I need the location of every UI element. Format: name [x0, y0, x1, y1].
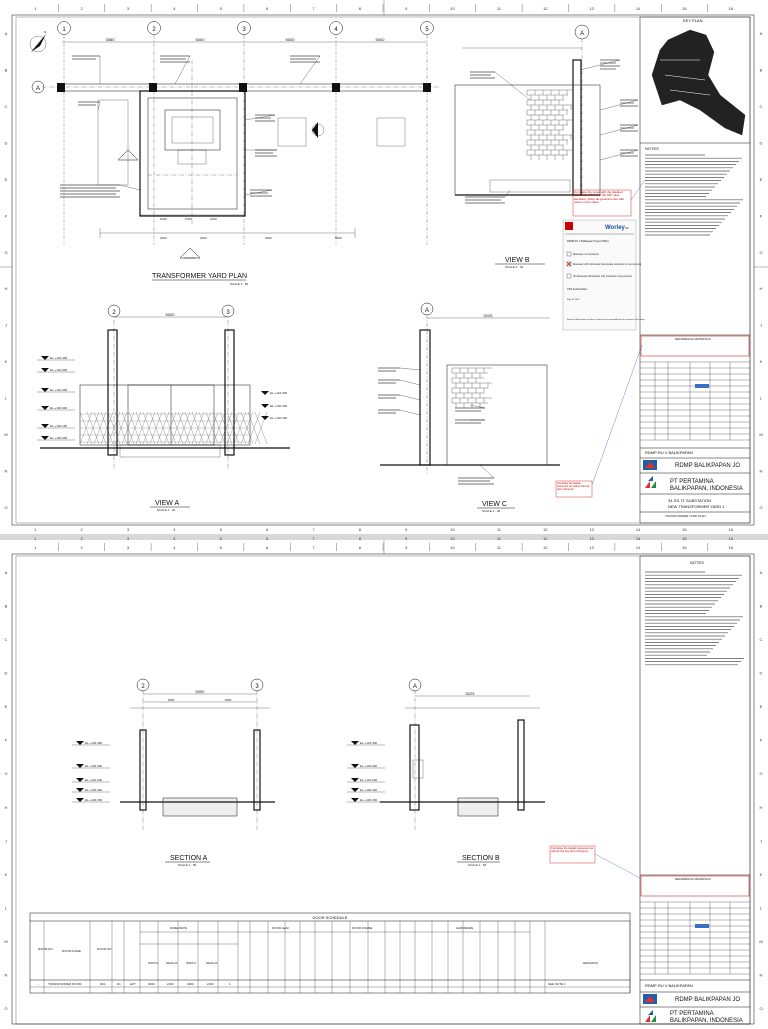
section-marker-icon — [312, 122, 324, 138]
grid-number: 1 — [34, 6, 37, 11]
grid-letter: E — [4, 704, 8, 710]
red-markup-note: Complete the notes with the detailed information, Refer to the KEY plan elevation, Refer all general notes with notes on the sheet — [573, 180, 645, 216]
revision-table — [640, 902, 750, 974]
elevation-label: EL.+101.000 — [360, 778, 378, 782]
door-col-header: ROOM NO. — [38, 947, 54, 951]
door-col-header: REMARKS — [583, 961, 598, 965]
section-dimension: 5000 — [195, 689, 205, 694]
view-marker-icon — [118, 150, 200, 258]
grid-number: 15 — [682, 527, 687, 532]
door-cell: SEE NOTE 1 — [548, 982, 566, 986]
grid-letter: K — [4, 359, 8, 365]
grid-letter: C — [759, 636, 763, 642]
owner-logo — [645, 1010, 656, 1022]
grid-number: 9 — [405, 6, 408, 11]
grid-number: 14 — [635, 545, 641, 550]
door-schedule-table — [30, 913, 630, 993]
plan-title: TRANSFORMER YARD PLAN — [152, 273, 248, 280]
grid-number: 8 — [358, 536, 361, 541]
section-b — [347, 679, 545, 867]
door-group-header: DIMENSION — [170, 926, 188, 930]
grid-letter: N — [759, 468, 763, 474]
axis-bubble: 1 — [62, 27, 66, 33]
plan-dimension: 5000 — [285, 37, 295, 42]
grid-number: 9 — [405, 536, 408, 541]
owner-logo — [645, 476, 656, 488]
grid-letter: C — [759, 104, 763, 110]
axis-bubble: 3 — [242, 27, 246, 33]
grid-number: 5 — [219, 545, 222, 550]
grid-number: 13 — [589, 6, 594, 11]
door-cell: - — [38, 982, 39, 986]
key-plan-label: KEY PLAN — [683, 18, 703, 23]
grid-number: 3 — [126, 545, 130, 550]
grid-letter: L — [759, 905, 763, 911]
view-c-dimension: 5225 — [483, 313, 493, 318]
elevation-label: EL.+101.000 — [50, 388, 68, 392]
axis-bubble: 4 — [334, 27, 338, 33]
door-group-header: DOOR FRAME — [352, 926, 373, 930]
view-a-scale: SCALE 1 : 40 — [157, 508, 176, 512]
grid-number: 10 — [450, 6, 455, 11]
grid-number: 4 — [173, 6, 176, 11]
grid-letter: D — [759, 140, 763, 146]
section-dimension: 5225 — [465, 691, 475, 696]
view-a-title: VIEW A — [155, 500, 180, 507]
grid-letter: J — [5, 322, 7, 328]
elevation-label: EL.+100.000 — [50, 436, 68, 440]
grid-number: 11 — [496, 6, 502, 11]
grid-number: 5 — [219, 527, 222, 532]
grid-letter: C — [4, 104, 8, 110]
project-name: RDMP RU V BALIKPAPAN — [645, 450, 693, 455]
grid-number: 5 — [219, 6, 222, 11]
grid-number: 8 — [358, 545, 361, 550]
elevation-label: EL.+103.400 — [360, 741, 378, 745]
view-b-title: VIEW B — [505, 257, 530, 264]
reference-drawings-label: REFERENCE DRAWINGS — [675, 877, 711, 881]
grid-number: 10 — [450, 536, 455, 541]
grid-letter: F — [759, 213, 763, 219]
section-a — [72, 679, 275, 867]
axis-bubble: A — [424, 308, 430, 314]
drawing-sheet-2 — [0, 536, 768, 1024]
grid-number: 3 — [126, 6, 130, 11]
owner-location: BALIKPAPAN, INDONESIA — [670, 1018, 743, 1024]
grid-number: 10 — [450, 527, 455, 532]
axis-bubble: 2 — [141, 684, 145, 690]
door-cell: EXT — [130, 982, 136, 986]
svg-text:2500: 2500 — [265, 236, 272, 240]
svg-text:1000: 1000 — [210, 217, 217, 221]
grid-number: 8 — [358, 6, 361, 11]
grid-letter: E — [4, 176, 8, 182]
axis-bubble: A — [412, 684, 418, 690]
grid-number: 2 — [80, 6, 83, 11]
notes-text-lines — [645, 155, 743, 235]
reference-drawings-label: REFERENCE DRAWINGS — [675, 337, 711, 341]
grid-number: 15 — [682, 545, 687, 550]
grid-letter: O — [4, 1006, 8, 1012]
grid-letter: M — [4, 939, 8, 945]
project-name: RDMP RU V BALIKPAPAN — [645, 983, 693, 988]
brick-wall-hatch — [527, 90, 572, 160]
grid-letter: A — [759, 569, 763, 575]
elevation-label: EL.+100.400 — [50, 406, 68, 410]
view-a-dimension: 5000 — [165, 312, 175, 317]
grid-letter: F — [759, 737, 763, 743]
stamp-project: RDMP RU V Balikpapan Project (PMC) — [567, 240, 609, 243]
axis-bubble: A — [35, 86, 41, 92]
grid-letter: F — [4, 213, 8, 219]
north-arrow-icon — [30, 30, 46, 52]
red-markup-note: Complete the details document as well as the key plan reference — [550, 846, 640, 878]
elevation-label: EL.+100.400 — [360, 788, 378, 792]
grid-number: 4 — [173, 527, 176, 532]
elevation-label: EL.+102.000 — [85, 764, 103, 768]
grid-letter: O — [759, 504, 763, 510]
grid-number: 13 — [589, 527, 594, 532]
grid-letter: E — [759, 176, 763, 182]
grid-letter: J — [5, 838, 7, 844]
grid-number: 9 — [405, 527, 408, 532]
door-cell: 4000 — [187, 982, 194, 986]
view-a — [37, 305, 290, 512]
door-group-header: DOOR LEAF — [272, 926, 290, 930]
elevation-label: EL.+101.000 — [270, 391, 288, 395]
elevation-label: EL.+100.400 — [85, 788, 103, 792]
grid-letter: A — [759, 31, 763, 37]
svg-text:N: N — [44, 30, 47, 34]
axis-bubble: 2 — [152, 27, 156, 33]
title-block — [640, 17, 750, 523]
grid-number: 7 — [312, 6, 315, 11]
svg-text:1500: 1500 — [200, 236, 207, 240]
grid-number: 15 — [682, 536, 687, 541]
grid-number: 9 — [405, 545, 408, 550]
grid-letter: G — [759, 249, 763, 255]
grid-number: 1 — [34, 527, 37, 532]
grid-letter: D — [4, 670, 8, 676]
grid-letter: B — [759, 67, 763, 73]
svg-text:1500: 1500 — [160, 236, 167, 240]
grid-number: 14 — [635, 6, 641, 11]
grid-number: 7 — [312, 527, 315, 532]
contractor-name: RDMP BALIKPAPAN JO — [675, 997, 741, 1003]
grid-letter: M — [759, 939, 763, 945]
grid-number: 2 — [80, 527, 83, 532]
grid-number: 6 — [265, 536, 269, 541]
grid-letter: B — [759, 603, 763, 609]
grid-letter: K — [759, 871, 763, 877]
door-cell: D1 — [117, 982, 121, 986]
grid-letter: D — [4, 140, 8, 146]
door-group-header: HARDWARE — [456, 926, 474, 930]
grid-number: 16 — [728, 536, 734, 541]
grid-number: 11 — [496, 536, 502, 541]
stamp-date: May 31 2021 — [567, 299, 580, 301]
owner-name: PT PERTAMINA — [670, 479, 714, 485]
grid-letter: B — [4, 603, 8, 609]
red-markup-note: Complete the details document as well as the key plan reference — [556, 345, 642, 497]
owner-name: PT PERTAMINA — [670, 1011, 714, 1017]
grid-letter: D — [759, 670, 763, 676]
grid-number: 1 — [34, 536, 37, 541]
elevation-label: EL.+100.150 — [50, 424, 68, 428]
door-cell: 4000 — [148, 982, 155, 986]
grid-letter: M — [759, 431, 763, 437]
stamp-authorization: CPS Authorization — [567, 288, 588, 291]
door-col-header: ROOM NAME — [62, 949, 81, 953]
axis-bubble: 5 — [425, 27, 429, 33]
grid-number: 14 — [635, 527, 641, 532]
stamp-footer: Review by Worley does not relieve Contractor of its responsibility for the correctness of the design — [567, 319, 645, 321]
grid-number: 14 — [635, 536, 641, 541]
title-block — [640, 556, 750, 1024]
elevation-label: EL.+102.000 — [50, 368, 68, 372]
section-dimension: 2500 — [224, 698, 232, 702]
grid-number: 5 — [219, 536, 222, 541]
notes-text-lines — [645, 572, 744, 665]
door-col-header: WIDTH — [148, 961, 158, 965]
notes-label: NOTES — [690, 560, 704, 565]
plan-dimension: 5000 — [375, 37, 385, 42]
stamp-option: Reviewed, with Comments (Incorporate comments in next revision) — [573, 264, 642, 266]
view-c-scale: SCALE 1 : 40 — [482, 509, 501, 513]
grid-letter: J — [760, 322, 762, 328]
grid-letter: K — [759, 359, 763, 365]
notes-label: NOTES — [645, 146, 659, 151]
door-col-header: WIDTH — [186, 961, 196, 965]
grid-number: 13 — [589, 545, 594, 550]
elevation-label: EL.+101.000 — [85, 778, 103, 782]
grid-letter: L — [759, 395, 763, 401]
grid-letter: A — [4, 569, 8, 575]
grid-letter: N — [759, 972, 763, 978]
grid-letter: K — [4, 871, 8, 877]
grid-letter: G — [4, 771, 8, 777]
elevation-label: EL.+100.150 — [360, 798, 378, 802]
grid-letter: N — [4, 972, 8, 978]
grid-number: 3 — [126, 536, 130, 541]
grid-letter: O — [4, 504, 8, 510]
owner-location: BALIKPAPAN, INDONESIA — [670, 486, 743, 492]
grid-number: 12 — [543, 536, 548, 541]
section-a-scale: SCALE 1 : 50 — [178, 863, 197, 867]
view-c — [378, 303, 560, 513]
elevation-label: EL.+100.150 — [270, 416, 288, 420]
grid-letter: L — [4, 395, 8, 401]
grid-number: 12 — [543, 6, 548, 11]
grid-number: 3 — [126, 527, 130, 532]
grid-letter: J — [760, 838, 762, 844]
door-cell: 2100 — [207, 982, 214, 986]
section-a-title: SECTION A — [170, 855, 208, 862]
grid-number: 6 — [265, 6, 269, 11]
view-c-title: VIEW C — [482, 501, 507, 508]
grid-letter: H — [4, 286, 8, 292]
grid-number: 15 — [682, 6, 687, 11]
door-col-header: HEIGHT — [166, 961, 178, 965]
section-dimension: 2500 — [167, 698, 175, 702]
grid-number: 12 — [543, 545, 548, 550]
plan-dimension: 5000 — [195, 37, 205, 42]
axis-bubble: A — [579, 31, 585, 37]
svg-text:5000: 5000 — [335, 236, 342, 240]
grid-letter: H — [4, 804, 8, 810]
elevation-label: EL.+100.400 — [270, 404, 288, 408]
contractor-name: RDMP BALIKPAPAN JO — [675, 463, 741, 469]
grid-number: 11 — [496, 527, 502, 532]
grid-number: 4 — [173, 536, 176, 541]
grid-letter: B — [4, 67, 8, 73]
section-b-title: SECTION B — [462, 855, 500, 862]
drawing-title: 34-SS-71 SUBSTATION — [668, 498, 711, 503]
view-b-scale: SCALE 1 : 40 — [505, 265, 524, 269]
grid-number: 10 — [450, 545, 455, 550]
door-cell: 1 — [229, 982, 231, 986]
grid-letter: H — [759, 286, 763, 292]
key-plan-map — [652, 30, 745, 135]
grid-letter: M — [4, 431, 8, 437]
door-cell: 2100 — [167, 982, 174, 986]
stamp-code: S2 — [625, 226, 629, 230]
grid-number: 16 — [728, 6, 734, 11]
grid-number: 16 — [728, 527, 734, 532]
svg-text:1000: 1000 — [160, 217, 167, 221]
plan-scale: SCALE 1 : 50 — [230, 282, 249, 286]
door-schedule-title: DOOR SCHEDULE — [312, 915, 348, 920]
grid-number: 11 — [496, 545, 502, 550]
elevation-label: EL.+103.400 — [85, 741, 103, 745]
axis-bubble: 3 — [226, 310, 230, 316]
grid-reference-side — [4, 31, 763, 510]
document-number: TRANSFORMER YARD PLAN — [665, 514, 706, 518]
grid-number: 6 — [265, 527, 269, 532]
grid-letter: E — [759, 704, 763, 710]
transformer-yard-plan — [30, 22, 440, 287]
grid-letter: O — [759, 1006, 763, 1012]
grid-number: 1 — [34, 545, 37, 550]
stamp-option: Reviewed, no Comments — [573, 254, 599, 256]
contractor-logo — [643, 460, 657, 470]
elevation-label: EL.+100.150 — [85, 798, 103, 802]
door-col-header: DOOR NO. — [97, 947, 113, 951]
axis-bubble: 3 — [255, 684, 259, 690]
sheet-2-canvas — [0, 536, 768, 1024]
contractor-logo — [643, 994, 657, 1004]
drawing-subtitle: NEW TRANSFORMER YARD 1 — [668, 504, 725, 509]
grid-letter: H — [759, 804, 763, 810]
grid-number: 2 — [80, 545, 83, 550]
grid-letter: N — [4, 468, 8, 474]
grid-letter: G — [4, 249, 8, 255]
door-cell: TRANSFORMER ROOM — [48, 982, 82, 986]
elevation-label: EL.+102.000 — [360, 764, 378, 768]
grid-number: 7 — [312, 545, 315, 550]
grid-number: 2 — [80, 536, 83, 541]
grid-number: 16 — [728, 545, 734, 550]
door-cell: D01 — [100, 982, 106, 986]
elevation-label: EL.+103.400 — [50, 356, 68, 360]
grid-number: 8 — [358, 527, 361, 532]
grid-letter: C — [4, 636, 8, 642]
section-b-scale: SCALE 1 : 50 — [468, 863, 487, 867]
grid-letter: A — [4, 31, 8, 37]
grid-number: 7 — [312, 536, 315, 541]
grid-letter: G — [759, 771, 763, 777]
plan-dimension: 3580 — [105, 37, 115, 42]
stamp-brand: Worley — [605, 225, 625, 231]
grid-letter: L — [4, 905, 8, 911]
revision-table — [640, 362, 750, 440]
review-stamp — [563, 220, 645, 330]
grid-letter: F — [4, 737, 8, 743]
grid-number: 13 — [589, 536, 594, 541]
brick-wall-hatch — [452, 368, 492, 408]
svg-text:1000: 1000 — [185, 217, 192, 221]
stamp-option: Not Reviewed (Information only, Contractor may proceed) — [573, 276, 632, 278]
axis-bubble: 2 — [112, 310, 116, 316]
door-col-header: HEIGHT — [206, 961, 218, 965]
grid-number: 6 — [265, 545, 269, 550]
grid-number: 4 — [173, 545, 176, 550]
grid-number: 12 — [543, 527, 548, 532]
